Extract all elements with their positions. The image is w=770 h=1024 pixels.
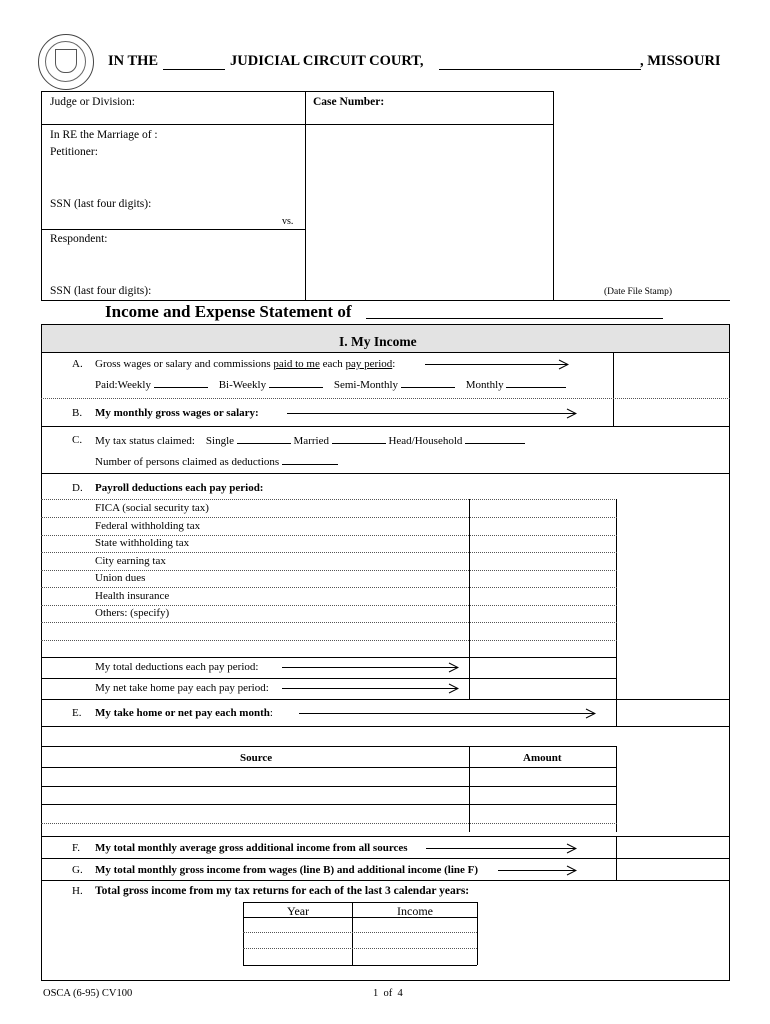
row-f-top xyxy=(41,836,730,837)
row-c-bottom xyxy=(41,473,730,474)
caption-row-line xyxy=(41,124,553,125)
deduction-line xyxy=(41,657,617,658)
row-c-status xyxy=(95,434,525,447)
seal-shield xyxy=(55,49,77,73)
row-b-arrow-icon xyxy=(287,409,576,419)
judge-division-label: Judge or Division: xyxy=(50,96,135,108)
row-e-text xyxy=(95,707,273,719)
header-missouri: , MISSOURI xyxy=(640,53,721,69)
source-table-divider xyxy=(469,746,470,832)
income-header: Income xyxy=(397,904,433,918)
weekly-blank[interactable] xyxy=(154,378,208,388)
petitioner-label: Petitioner: xyxy=(50,146,98,158)
source-table-row-line xyxy=(41,804,617,805)
monthly-blank[interactable] xyxy=(506,378,566,388)
year-table-row-line xyxy=(243,932,477,933)
monthly-label: Monthly xyxy=(465,379,504,391)
year-table-row-line xyxy=(243,917,477,918)
deductions-top xyxy=(41,499,617,500)
row-a-text-pre: Gross wages or salary and commissions xyxy=(95,358,274,370)
deduction-item: Federal withholding tax xyxy=(95,520,201,532)
persons-claimed-blank[interactable] xyxy=(282,455,338,465)
row-g-text: My total monthly gross income from wages (line B) and additional income (line F) xyxy=(95,864,479,876)
row-b-text: My monthly gross wages or salary: xyxy=(95,407,259,419)
amount-header: Amount xyxy=(523,752,562,764)
row-d-heading: Payroll deductions each pay period: xyxy=(95,482,264,494)
county-blank[interactable] xyxy=(439,69,641,70)
row-d-bottom xyxy=(41,699,730,700)
head-household-label: Head/Household xyxy=(388,435,463,447)
bi-weekly-label: Bi-Weekly xyxy=(218,379,267,391)
year-table-bottom xyxy=(243,965,477,966)
source-table-top xyxy=(41,746,617,747)
total-deductions-arrow-icon xyxy=(282,663,458,673)
row-a-each: each xyxy=(319,358,346,370)
date-file-stamp-label: (Date File Stamp) xyxy=(604,287,673,297)
row-f-bottom xyxy=(41,858,730,859)
row-g-bottom xyxy=(41,880,730,881)
row-b-bottom xyxy=(41,426,730,427)
header-judicial-circuit-court: JUDICIAL CIRCUIT COURT, xyxy=(230,53,424,69)
year-table-row-line xyxy=(243,948,477,949)
deductions-right xyxy=(616,499,617,699)
section-i-heading: I. My Income xyxy=(339,334,417,349)
caption-border-right xyxy=(553,91,554,300)
row-c-persons xyxy=(95,455,338,468)
year-table-top xyxy=(243,902,477,903)
bi-weekly-blank[interactable] xyxy=(269,378,323,388)
row-b-letter: B. xyxy=(72,407,83,419)
source-table-row-line xyxy=(41,823,617,824)
row-e-amount-divider xyxy=(616,699,617,726)
row-a-paid-to-me: paid to me xyxy=(273,358,320,370)
deduction-item: Others: (specify) xyxy=(95,607,170,619)
page-number: 1 of 4 xyxy=(373,988,403,999)
row-c-letter: C. xyxy=(72,434,83,446)
form-border-right xyxy=(729,324,730,980)
petitioner-ssn-label: SSN (last four digits): xyxy=(50,198,152,210)
deduction-item: State withholding tax xyxy=(95,537,190,549)
deduction-item: City earning tax xyxy=(95,555,166,567)
row-a-letter: A. xyxy=(72,358,83,370)
net-take-home-label: My net take home pay each pay period: xyxy=(95,682,269,694)
row-a-text xyxy=(95,358,395,370)
row-a-frequency xyxy=(95,378,566,391)
deduction-item: FICA (social security tax) xyxy=(95,502,209,514)
respondent-ssn-label: SSN (last four digits): xyxy=(50,285,152,297)
single-blank[interactable] xyxy=(237,434,291,444)
statement-title: Income and Expense Statement of xyxy=(105,302,352,321)
row-h-letter: H. xyxy=(72,885,83,897)
year-table-left xyxy=(243,902,244,965)
row-g-letter: G. xyxy=(72,864,83,876)
source-table-row-line xyxy=(41,767,617,768)
caption-divider xyxy=(305,91,306,300)
married-label: Married xyxy=(293,435,329,447)
deduction-line xyxy=(41,535,617,536)
respondent-label: Respondent: xyxy=(50,233,108,245)
net-take-home-arrow-icon xyxy=(282,684,458,694)
circuit-number-blank[interactable] xyxy=(163,69,225,70)
deduction-line xyxy=(41,622,617,623)
form-border-top xyxy=(41,324,730,325)
caption-border-left xyxy=(41,91,42,300)
deduction-line xyxy=(41,570,617,571)
row-d-letter: D. xyxy=(72,482,83,494)
paid-label: Paid: xyxy=(95,379,118,391)
form-border-bottom xyxy=(41,980,730,981)
deduction-line xyxy=(41,605,617,606)
deduction-line xyxy=(41,587,617,588)
statement-name-blank[interactable] xyxy=(366,318,663,319)
row-a-arrow-icon xyxy=(425,360,568,370)
row-f-text: My total monthly average gross additional income from all sources xyxy=(95,842,408,854)
source-table-row-line xyxy=(41,786,617,787)
deduction-line xyxy=(41,640,617,641)
section-heading-bottom xyxy=(41,352,730,353)
vs-label: vs. xyxy=(282,216,294,227)
row-a-colon: : xyxy=(392,358,396,370)
total-deductions-bottom xyxy=(41,678,617,679)
deduction-item: Health insurance xyxy=(95,590,170,602)
persons-claimed-label: Number of persons claimed as deductions xyxy=(95,456,280,468)
single-label: Single xyxy=(205,435,235,447)
semi-monthly-label: Semi-Monthly xyxy=(333,379,399,391)
row-g-arrow-icon xyxy=(498,866,576,876)
deduction-line xyxy=(41,552,617,553)
row-e-bottom xyxy=(41,726,730,727)
caption-border-top xyxy=(41,91,553,92)
deduction-item: Union dues xyxy=(95,572,146,584)
form-border-left xyxy=(41,324,42,980)
row-a-pay-period: pay period xyxy=(345,358,393,370)
total-deductions-label: My total deductions each pay period: xyxy=(95,661,259,673)
married-blank[interactable] xyxy=(332,434,386,444)
caption-border-bottom xyxy=(41,300,730,301)
year-table-divider xyxy=(352,902,353,965)
in-re-marriage-label: In RE the Marriage of : xyxy=(50,129,158,141)
form-id: OSCA (6-95) CV100 xyxy=(43,988,133,999)
row-e-colon: : xyxy=(269,707,273,719)
row-e-arrow-icon xyxy=(299,709,595,719)
row-e-label: My take home or net pay each month xyxy=(95,707,270,719)
caption-vs-line xyxy=(41,229,305,230)
tax-status-label: My tax status claimed: xyxy=(95,435,195,447)
year-table-right xyxy=(477,902,478,965)
missouri-state-seal xyxy=(38,34,94,90)
row-f-arrow-icon xyxy=(426,844,576,854)
header-in-the: IN THE xyxy=(108,53,159,69)
amount-column-top xyxy=(613,352,614,426)
source-header: Source xyxy=(240,752,273,764)
source-table-right xyxy=(616,746,617,832)
row-h-text: Total gross income from my tax returns for each of the last 3 calendar years: xyxy=(95,885,470,897)
weekly-label: Weekly xyxy=(117,379,151,391)
case-number-label: Case Number: xyxy=(313,96,385,108)
year-header: Year xyxy=(287,904,310,918)
head-household-blank[interactable] xyxy=(465,434,525,444)
row-a-bottom xyxy=(41,398,730,399)
semi-monthly-blank[interactable] xyxy=(401,378,455,388)
deduction-line xyxy=(41,517,617,518)
row-e-letter: E. xyxy=(72,707,82,719)
deductions-divider xyxy=(469,499,470,699)
row-f-letter: F. xyxy=(72,842,80,854)
